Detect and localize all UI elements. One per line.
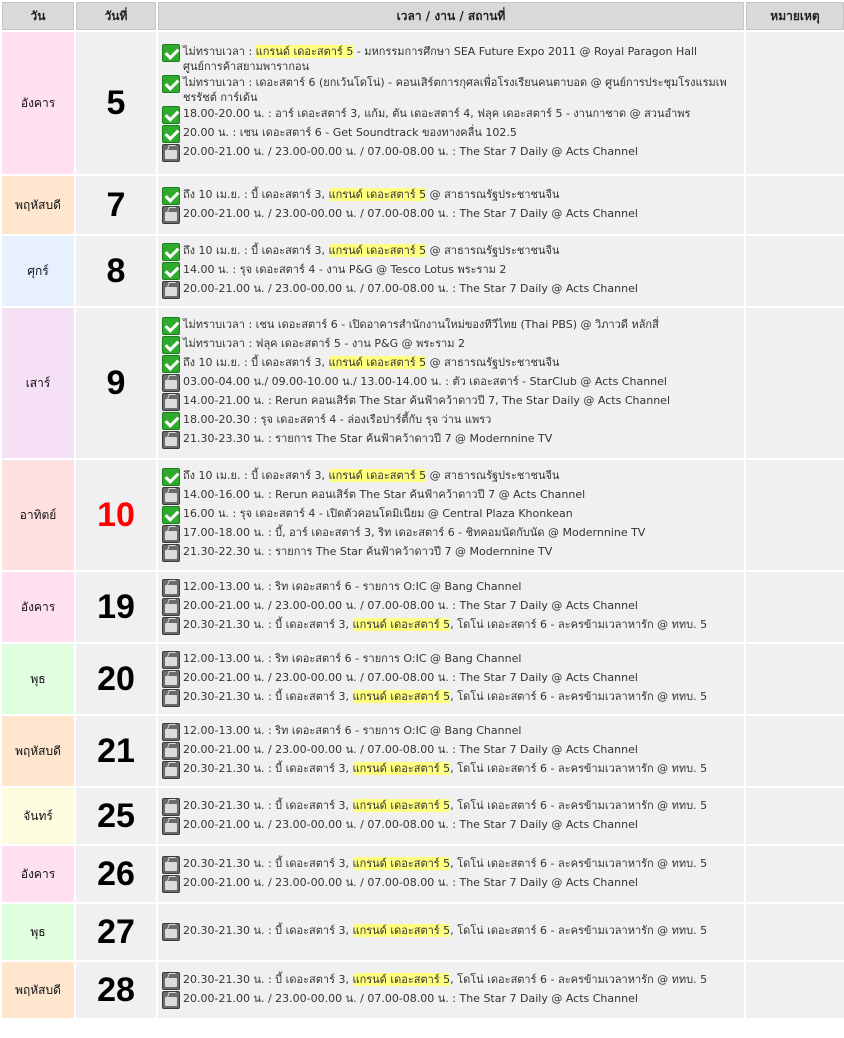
event-text: [183, 651, 740, 666]
event-item: [162, 317, 740, 335]
event-item: [162, 689, 740, 707]
day-cell: ศุกร์: [2, 236, 74, 306]
note-cell: [746, 644, 844, 714]
note-cell: [746, 846, 844, 902]
event-text: [183, 487, 740, 502]
event-text: [183, 336, 740, 351]
tv-icon: [162, 651, 180, 669]
event-text-main: ถึง 10 เม.ย. : บี้ เดอะสตาร์ 3,: [183, 356, 329, 369]
event-text-rest: , โดโน่ เดอะสตาร์ 6 - ละครข้ามเวลาหารัก @ ททบ. 5: [450, 856, 708, 870]
event-item: [162, 431, 740, 449]
event-text-rest: , โดโน่ เดอะสตาร์ 6 - ละครข้ามเวลาหารัก @ ททบ. 5: [450, 924, 708, 937]
tv-icon: [162, 817, 180, 835]
events-cell: [158, 236, 744, 306]
event-item: [162, 506, 740, 524]
event-text-main: 20.00-21.00 น. / 23.00-00.00 น. / 07.00-08.00 น. : The Star 7 Daily @ Acts Channel: [183, 991, 638, 1005]
event-text: [183, 856, 740, 871]
event-text: [183, 544, 740, 559]
highlighted-name: แกรนด์ เดอะสตาร์ 5: [328, 187, 427, 201]
event-text-rest: , โดโน่ เดอะสตาร์ 6 - ละครข้ามเวลาหารัก @ ททบ. 5: [450, 972, 708, 986]
event-item: [162, 75, 740, 105]
highlighted-name: แกรนด์ เดอะสตาร์ 5: [352, 972, 451, 986]
check-icon: [162, 355, 180, 373]
event-text-main: 20.00-21.00 น. / 23.00-00.00 น. / 07.00-08.00 น. : The Star 7 Daily @ Acts Channel: [183, 599, 638, 612]
events-cell: [158, 788, 744, 844]
event-text: [183, 817, 740, 832]
event-text-main: 20.00-21.00 น. / 23.00-00.00 น. / 07.00-08.00 น. : The Star 7 Daily @ Acts Channel: [183, 875, 638, 889]
event-item: [162, 651, 740, 669]
event-text-main: 20.30-21.30 น. : บี้ เดอะสตาร์ 3,: [183, 856, 353, 870]
event-text: [183, 243, 740, 258]
events-cell: [158, 846, 744, 902]
schedule-row: [2, 788, 844, 844]
highlighted-name: แกรนด์ เดอะสตาร์ 5: [352, 762, 451, 775]
event-text-main: ไม่ทราบเวลา : ฟลุค เดอะสตาร์ 5 - งาน P&G @ พระราม 2: [183, 337, 466, 350]
event-text: [183, 468, 740, 483]
event-text-rest: @ สาธารณรัฐประชาชนจีน: [426, 187, 560, 201]
event-text-main: 20.00-21.00 น. / 23.00-00.00 น. / 07.00-08.00 น. : The Star 7 Daily @ Acts Channel: [183, 671, 638, 684]
check-icon: [162, 106, 180, 124]
event-item: [162, 412, 740, 430]
event-text: [183, 689, 740, 704]
tv-icon: [162, 617, 180, 635]
event-text-main: 20.30-21.30 น. : บี้ เดอะสตาร์ 3,: [183, 690, 353, 703]
note-cell: [746, 176, 844, 234]
event-text: [183, 44, 740, 74]
tv-icon: [162, 670, 180, 688]
event-text: [183, 317, 740, 332]
tv-icon: [162, 723, 180, 741]
event-text: [183, 412, 740, 427]
highlighted-name: แกรนด์ เดอะสตาร์ 5: [352, 690, 451, 703]
event-text: [183, 144, 740, 159]
highlighted-name: แกรนด์ เดอะสตาร์ 5: [352, 924, 451, 937]
date-cell: 20: [76, 644, 156, 714]
events-cell: [158, 716, 744, 786]
event-item: [162, 206, 740, 224]
event-text-main: ไม่ทราบเวลา :: [183, 45, 256, 58]
check-icon: [162, 125, 180, 143]
date-cell: 5: [76, 32, 156, 174]
event-text: [183, 798, 740, 813]
day-cell: พฤหัสบดี: [2, 176, 74, 234]
schedule-row: [2, 846, 844, 902]
event-item: [162, 125, 740, 143]
event-text: [183, 991, 740, 1006]
event-text-main: ไม่ทราบเวลา : เชน เดอะสตาร์ 6 - เปิดอาคารสำนักงานใหม่ของทีวีไทย (Thai PBS) @ วิภาวดี หลักสี่: [183, 318, 659, 331]
event-text: [183, 875, 740, 890]
header-events: เวลา / งาน / สถานที่: [158, 2, 744, 30]
event-text: [183, 506, 740, 521]
event-text-rest: @ สาธารณรัฐประชาชนจีน: [426, 244, 560, 257]
day-cell: อังคาร: [2, 846, 74, 902]
event-item: [162, 875, 740, 893]
event-text-main: 21.30-23.30 น. : รายการ The Star ค้นฟ้าคว้าดาวปี 7 @ Modernnine TV: [183, 432, 553, 445]
note-cell: [746, 236, 844, 306]
day-cell: พุธ: [2, 644, 74, 714]
event-text-main: 20.30-21.30 น. : บี้ เดอะสตาร์ 3,: [183, 618, 353, 631]
tv-icon: [162, 579, 180, 597]
event-text: [183, 525, 740, 540]
event-item: [162, 487, 740, 505]
event-item: [162, 355, 740, 373]
note-cell: [746, 904, 844, 960]
event-item: [162, 187, 740, 205]
event-text: [183, 374, 740, 389]
event-text: [183, 598, 740, 613]
event-text-main: 20.00 น. : เชน เดอะสตาร์ 6 - Get Soundtrack ของทางคลื่น 102.5: [183, 126, 517, 139]
event-item: [162, 44, 740, 74]
event-item: [162, 798, 740, 816]
events-cell: [158, 460, 744, 570]
day-cell: พฤหัสบดี: [2, 716, 74, 786]
event-text: [183, 761, 740, 776]
tv-icon: [162, 281, 180, 299]
date-cell: 19: [76, 572, 156, 642]
header-day: วัน: [2, 2, 74, 30]
event-text: [183, 75, 740, 105]
events-cell: [158, 644, 744, 714]
event-item: [162, 374, 740, 392]
events-cell: [158, 572, 744, 642]
day-cell: อังคาร: [2, 572, 74, 642]
tv-icon: [162, 875, 180, 893]
schedule-row: [2, 716, 844, 786]
date-cell: 25: [76, 788, 156, 844]
tv-icon: [162, 393, 180, 411]
note-cell: [746, 32, 844, 174]
header-row: [2, 2, 844, 30]
tv-icon: [162, 689, 180, 707]
event-text: [183, 125, 740, 140]
event-item: [162, 544, 740, 562]
event-text-main: 14.00 น. : รุจ เดอะสตาร์ 4 - งาน P&G @ Tesco Lotus พระราม 2: [183, 263, 507, 276]
event-text-main: 20.00-21.00 น. / 23.00-00.00 น. / 07.00-08.00 น. : The Star 7 Daily @ Acts Channel: [183, 743, 638, 756]
check-icon: [162, 336, 180, 354]
tv-icon: [162, 144, 180, 162]
day-cell: อาทิตย์: [2, 460, 74, 570]
event-text: [183, 742, 740, 757]
tv-icon: [162, 431, 180, 449]
events-cell: [158, 962, 744, 1018]
event-text-main: 14.00-21.00 น. : Rerun คอนเสิร์ต The Star ค้นฟ้าคว้าดาวปี 7, The Star Daily @ Acts Channel: [183, 394, 670, 407]
event-item: [162, 262, 740, 280]
tv-icon: [162, 991, 180, 1009]
event-item: [162, 598, 740, 616]
event-text-main: 20.30-21.30 น. : บี้ เดอะสตาร์ 3,: [183, 798, 353, 812]
event-text-rest: , โดโน่ เดอะสตาร์ 6 - ละครข้ามเวลาหารัก @ ททบ. 5: [450, 798, 708, 812]
event-item: [162, 243, 740, 261]
event-text-main: 17.00-18.00 น. : บี้, อาร์ เดอะสตาร์ 3, ริท เดอะสตาร์ 6 - ชิทคอมนัดกับนัด @ Modernnine TV: [183, 526, 646, 539]
event-text: [183, 187, 740, 202]
highlighted-name: แกรนด์ เดอะสตาร์ 5: [352, 618, 451, 631]
event-item: [162, 281, 740, 299]
date-cell: 9: [76, 308, 156, 458]
events-cell: [158, 308, 744, 458]
schedule-row: [2, 460, 844, 570]
tv-icon: [162, 742, 180, 760]
check-icon: [162, 187, 180, 205]
check-icon: [162, 75, 180, 93]
event-text-rest: , โดโน่ เดอะสตาร์ 6 - ละครข้ามเวลาหารัก @ ททบ. 5: [450, 618, 708, 631]
note-cell: [746, 788, 844, 844]
check-icon: [162, 44, 180, 62]
date-cell: 27: [76, 904, 156, 960]
event-text-main: 20.00-21.00 น. / 23.00-00.00 น. / 07.00-08.00 น. : The Star 7 Daily @ Acts Channel: [183, 145, 638, 158]
event-text: [183, 579, 740, 594]
header-date: วันที่: [76, 2, 156, 30]
event-item: [162, 723, 740, 741]
event-item: [162, 106, 740, 124]
tv-icon: [162, 598, 180, 616]
check-icon: [162, 262, 180, 280]
event-text: [183, 262, 740, 277]
event-text: [183, 431, 740, 446]
event-text-rest: @ สาธารณรัฐประชาชนจีน: [426, 469, 560, 482]
event-text: [183, 723, 740, 738]
check-icon: [162, 506, 180, 524]
highlighted-name: แกรนด์ เดอะสตาร์ 5: [255, 45, 354, 58]
check-icon: [162, 317, 180, 335]
event-item: [162, 972, 740, 990]
event-item: [162, 742, 740, 760]
event-text-main: 03.00-04.00 น./ 09.00-10.00 น./ 13.00-14.00 น. : ตัว เดอะสตาร์ - StarClub @ Acts Channel: [183, 375, 667, 388]
tv-icon: [162, 856, 180, 874]
event-text-rest: - มหกรรมการศึกษา SEA Future Expo 2011 @ Royal Paragon Hall ศูนย์การค้าสยามพารากอน: [183, 45, 698, 73]
highlighted-name: แกรนด์ เดอะสตาร์ 5: [328, 244, 427, 257]
note-cell: [746, 572, 844, 642]
event-text: [183, 972, 740, 987]
schedule-body: [2, 32, 844, 1018]
note-cell: [746, 716, 844, 786]
day-cell: อังคาร: [2, 32, 74, 174]
event-text-main: ไม่ทราบเวลา : เดอะสตาร์ 6 (ยกเว้นโดโน่) - คอนเสิร์ตการกุศลเพื่อโรงเรียนคนตาบอด @ ศูนย์การประชุมโรงแรมเพชรรัชต์ การ์เด้น: [183, 76, 727, 104]
event-item: [162, 144, 740, 162]
schedule-row: [2, 644, 844, 714]
schedule-row: [2, 236, 844, 306]
event-text: [183, 617, 740, 632]
day-cell: พุธ: [2, 904, 74, 960]
check-icon: [162, 412, 180, 430]
event-text-main: 12.00-13.00 น. : ริท เดอะสตาร์ 6 - รายการ O:IC @ Bang Channel: [183, 580, 522, 593]
highlighted-name: แกรนด์ เดอะสตาร์ 5: [328, 356, 427, 369]
tv-icon: [162, 798, 180, 816]
note-cell: [746, 460, 844, 570]
day-cell: เสาร์: [2, 308, 74, 458]
tv-icon: [162, 761, 180, 779]
event-text-main: 20.30-21.30 น. : บี้ เดอะสตาร์ 3,: [183, 972, 353, 986]
schedule-row: [2, 904, 844, 960]
event-item: [162, 923, 740, 941]
schedule-row: [2, 962, 844, 1018]
event-text-main: ถึง 10 เม.ย. : บี้ เดอะสตาร์ 3,: [183, 469, 329, 482]
event-item: [162, 468, 740, 486]
event-text-main: 16.00 น. : รุจ เดอะสตาร์ 4 - เปิดตัวคอนโดมิเนียม @ Central Plaza Khonkean: [183, 507, 573, 520]
event-text-main: 18.00-20.30 : รุจ เดอะสตาร์ 4 - ล่องเรือปาร์ตี้กับ รุจ ว่าน แพรว: [183, 413, 492, 426]
event-text-main: ถึง 10 เม.ย. : บี้ เดอะสตาร์ 3,: [183, 187, 329, 201]
event-item: [162, 670, 740, 688]
event-text: [183, 206, 740, 221]
date-cell: 26: [76, 846, 156, 902]
schedule-row: [2, 308, 844, 458]
tv-icon: [162, 206, 180, 224]
event-text-rest: @ สาธารณรัฐประชาชนจีน: [426, 356, 560, 369]
tv-icon: [162, 525, 180, 543]
event-text-rest: , โดโน่ เดอะสตาร์ 6 - ละครข้ามเวลาหารัก @ ททบ. 5: [450, 762, 708, 775]
event-text-main: 14.00-16.00 น. : Rerun คอนเสิร์ต The Star ค้นฟ้าคว้าดาวปี 7 @ Acts Channel: [183, 488, 586, 501]
event-text-main: ถึง 10 เม.ย. : บี้ เดอะสตาร์ 3,: [183, 244, 329, 257]
event-item: [162, 991, 740, 1009]
event-text: [183, 393, 740, 408]
event-text: [183, 355, 740, 370]
day-cell: จันทร์: [2, 788, 74, 844]
event-text-main: 12.00-13.00 น. : ริท เดอะสตาร์ 6 - รายการ O:IC @ Bang Channel: [183, 652, 522, 665]
date-cell: 10: [76, 460, 156, 570]
event-item: [162, 393, 740, 411]
event-text-main: 20.00-21.00 น. / 23.00-00.00 น. / 07.00-08.00 น. : The Star 7 Daily @ Acts Channel: [183, 206, 638, 220]
highlighted-name: แกรนด์ เดอะสตาร์ 5: [352, 856, 451, 870]
note-cell: [746, 308, 844, 458]
schedule-row: [2, 176, 844, 234]
date-cell: 8: [76, 236, 156, 306]
check-icon: [162, 243, 180, 261]
check-icon: [162, 468, 180, 486]
date-cell: 21: [76, 716, 156, 786]
tv-icon: [162, 923, 180, 941]
schedule-row: [2, 572, 844, 642]
event-text-rest: , โดโน่ เดอะสตาร์ 6 - ละครข้ามเวลาหารัก @ ททบ. 5: [450, 690, 708, 703]
event-item: [162, 336, 740, 354]
header-note: หมายเหตุ: [746, 2, 844, 30]
event-text-main: 18.00-20.00 น. : อาร์ เดอะสตาร์ 3, แก้ม, ตัน เดอะสตาร์ 4, ฟลุค เดอะสตาร์ 5 - งานกาชาด @ สวนอำพร: [183, 107, 691, 120]
event-item: [162, 525, 740, 543]
tv-icon: [162, 374, 180, 392]
events-cell: [158, 32, 744, 174]
tv-icon: [162, 544, 180, 562]
highlighted-name: แกรนด์ เดอะสตาร์ 5: [328, 469, 427, 482]
event-text: [183, 670, 740, 685]
events-cell: [158, 904, 744, 960]
tv-icon: [162, 972, 180, 990]
events-cell: [158, 176, 744, 234]
event-text-main: 20.00-21.00 น. / 23.00-00.00 น. / 07.00-08.00 น. : The Star 7 Daily @ Acts Channel: [183, 282, 638, 295]
event-text: [183, 923, 740, 938]
event-item: [162, 856, 740, 874]
event-text: [183, 106, 740, 121]
event-text-main: 21.30-22.30 น. : รายการ The Star ค้นฟ้าคว้าดาวปี 7 @ Modernnine TV: [183, 545, 553, 558]
event-item: [162, 817, 740, 835]
date-cell: 28: [76, 962, 156, 1018]
day-cell: พฤหัสบดี: [2, 962, 74, 1018]
event-text: [183, 281, 740, 296]
tv-icon: [162, 487, 180, 505]
note-cell: [746, 962, 844, 1018]
event-text-main: 20.00-21.00 น. / 23.00-00.00 น. / 07.00-08.00 น. : The Star 7 Daily @ Acts Channel: [183, 817, 638, 831]
highlighted-name: แกรนด์ เดอะสตาร์ 5: [352, 798, 451, 812]
event-item: [162, 579, 740, 597]
event-text-main: 20.30-21.30 น. : บี้ เดอะสตาร์ 3,: [183, 762, 353, 775]
event-text-main: 20.30-21.30 น. : บี้ เดอะสตาร์ 3,: [183, 924, 353, 937]
event-item: [162, 617, 740, 635]
date-cell: 7: [76, 176, 156, 234]
schedule-row: [2, 32, 844, 174]
event-item: [162, 761, 740, 779]
event-text-main: 12.00-13.00 น. : ริท เดอะสตาร์ 6 - รายการ O:IC @ Bang Channel: [183, 724, 522, 737]
